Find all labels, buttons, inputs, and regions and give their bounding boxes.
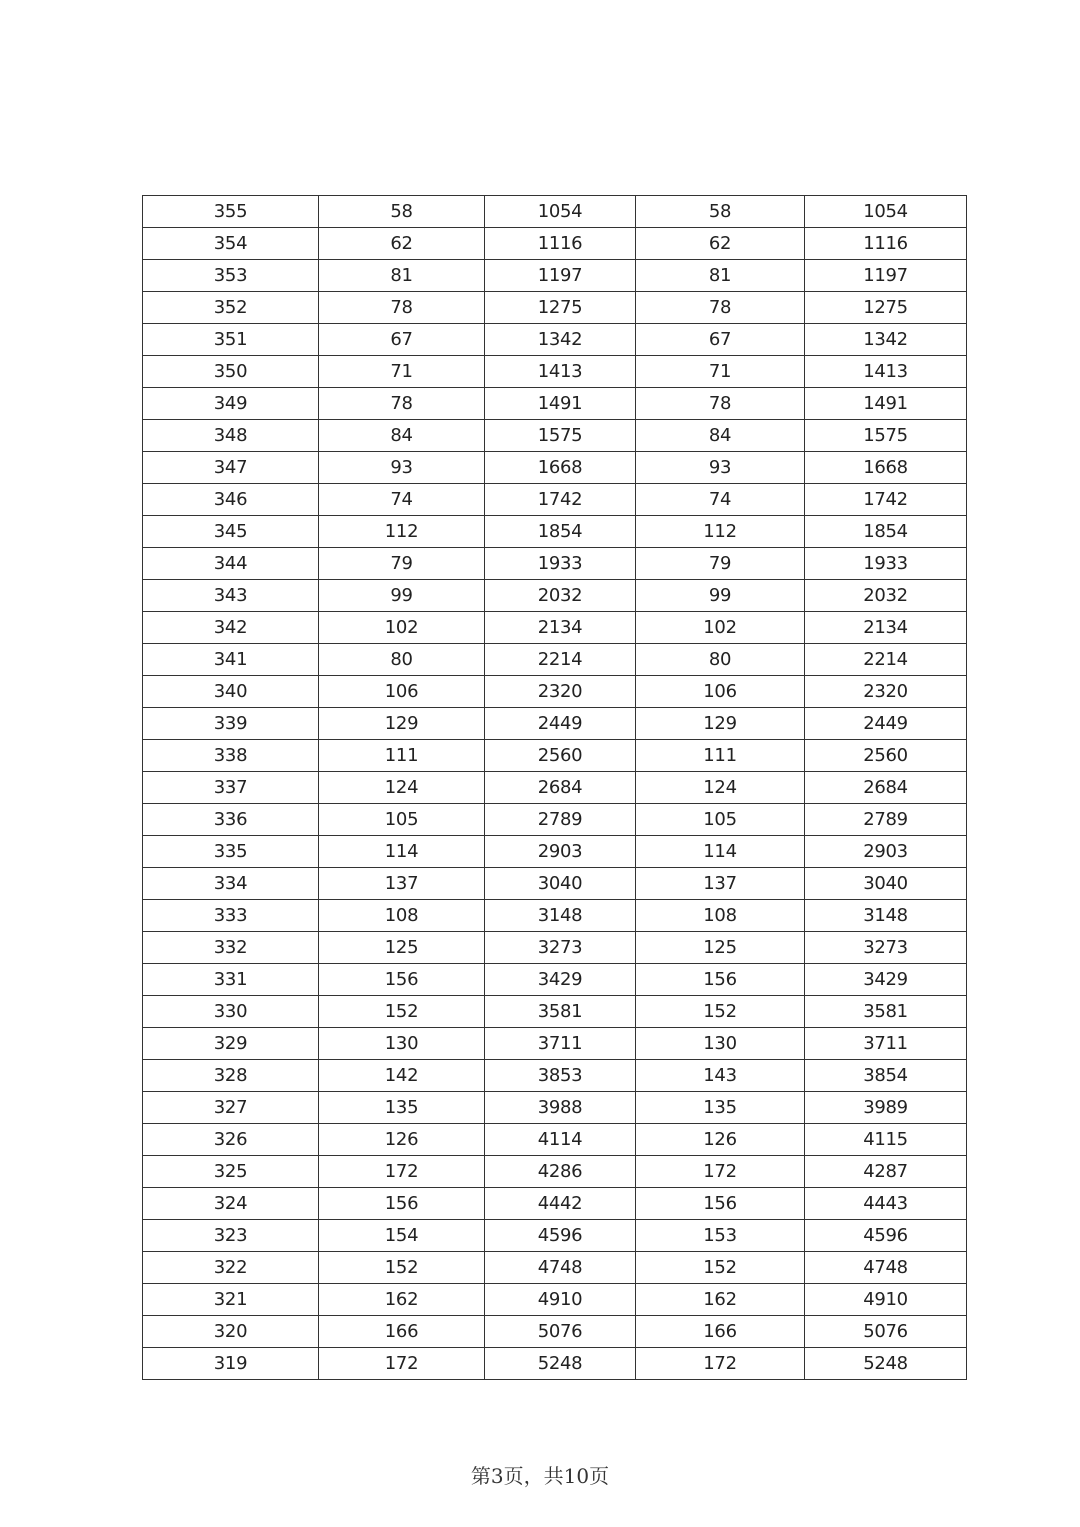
count-cell: 172 — [319, 1156, 485, 1188]
cumulative-cell-2: 2032 — [805, 580, 967, 612]
table-row — [143, 196, 967, 228]
score-cell: 334 — [143, 868, 319, 900]
count-cell-2: 152 — [636, 996, 805, 1028]
cumulative-cell-2: 1054 — [805, 196, 967, 228]
table-row — [143, 452, 967, 484]
cumulative-cell: 2214 — [485, 644, 636, 676]
count-cell-2: 111 — [636, 740, 805, 772]
count-cell: 152 — [319, 996, 485, 1028]
score-cell: 337 — [143, 772, 319, 804]
count-cell-2: 99 — [636, 580, 805, 612]
count-cell-2: 112 — [636, 516, 805, 548]
cumulative-cell-2: 3711 — [805, 1028, 967, 1060]
cumulative-cell-2: 1413 — [805, 356, 967, 388]
count-cell: 137 — [319, 868, 485, 900]
count-cell-2: 106 — [636, 676, 805, 708]
table-row — [143, 260, 967, 292]
table-row — [143, 1284, 967, 1316]
table-row — [143, 1028, 967, 1060]
cumulative-cell-2: 2684 — [805, 772, 967, 804]
count-cell: 93 — [319, 452, 485, 484]
count-cell-2: 162 — [636, 1284, 805, 1316]
count-cell-2: 152 — [636, 1252, 805, 1284]
score-cell: 322 — [143, 1252, 319, 1284]
cumulative-cell-2: 1491 — [805, 388, 967, 420]
count-cell-2: 93 — [636, 452, 805, 484]
count-cell-2: 130 — [636, 1028, 805, 1060]
table-row — [143, 612, 967, 644]
count-cell-2: 102 — [636, 612, 805, 644]
count-cell: 112 — [319, 516, 485, 548]
table-row — [143, 324, 967, 356]
count-cell: 166 — [319, 1316, 485, 1348]
table-row — [143, 484, 967, 516]
score-cell: 326 — [143, 1124, 319, 1156]
count-cell: 58 — [319, 196, 485, 228]
count-cell: 124 — [319, 772, 485, 804]
count-cell-2: 125 — [636, 932, 805, 964]
score-cell: 353 — [143, 260, 319, 292]
cumulative-cell: 1342 — [485, 324, 636, 356]
table-row — [143, 292, 967, 324]
table-row — [143, 1316, 967, 1348]
table-row — [143, 740, 967, 772]
count-cell: 62 — [319, 228, 485, 260]
count-cell-2: 156 — [636, 1188, 805, 1220]
score-cell: 339 — [143, 708, 319, 740]
cumulative-cell-2: 3854 — [805, 1060, 967, 1092]
cumulative-cell-2: 5248 — [805, 1348, 967, 1380]
score-cell: 344 — [143, 548, 319, 580]
cumulative-cell-2: 2320 — [805, 676, 967, 708]
table-row — [143, 868, 967, 900]
table-body — [143, 196, 967, 1380]
count-cell: 126 — [319, 1124, 485, 1156]
table-row — [143, 964, 967, 996]
score-cell: 347 — [143, 452, 319, 484]
cumulative-cell: 1413 — [485, 356, 636, 388]
count-cell: 105 — [319, 804, 485, 836]
cumulative-cell-2: 3429 — [805, 964, 967, 996]
cumulative-cell: 3148 — [485, 900, 636, 932]
cumulative-cell-2: 2134 — [805, 612, 967, 644]
cumulative-cell-2: 1575 — [805, 420, 967, 452]
cumulative-cell: 4114 — [485, 1124, 636, 1156]
cumulative-cell: 2449 — [485, 708, 636, 740]
table-row — [143, 644, 967, 676]
count-cell: 74 — [319, 484, 485, 516]
cumulative-cell: 1742 — [485, 484, 636, 516]
count-cell: 114 — [319, 836, 485, 868]
cumulative-cell: 3988 — [485, 1092, 636, 1124]
count-cell-2: 129 — [636, 708, 805, 740]
score-cell: 335 — [143, 836, 319, 868]
score-cell: 349 — [143, 388, 319, 420]
cumulative-cell: 5248 — [485, 1348, 636, 1380]
cumulative-cell-2: 3040 — [805, 868, 967, 900]
score-cell: 345 — [143, 516, 319, 548]
cumulative-cell: 1116 — [485, 228, 636, 260]
count-cell: 142 — [319, 1060, 485, 1092]
cumulative-cell: 1491 — [485, 388, 636, 420]
cumulative-cell: 2684 — [485, 772, 636, 804]
table-row — [143, 708, 967, 740]
count-cell: 156 — [319, 964, 485, 996]
cumulative-cell-2: 4287 — [805, 1156, 967, 1188]
cumulative-cell: 3429 — [485, 964, 636, 996]
score-cell: 341 — [143, 644, 319, 676]
cumulative-cell: 1854 — [485, 516, 636, 548]
count-cell-2: 78 — [636, 292, 805, 324]
cumulative-cell-2: 4115 — [805, 1124, 967, 1156]
score-cell: 342 — [143, 612, 319, 644]
cumulative-cell: 3581 — [485, 996, 636, 1028]
cumulative-cell: 5076 — [485, 1316, 636, 1348]
count-cell-2: 81 — [636, 260, 805, 292]
cumulative-cell: 3711 — [485, 1028, 636, 1060]
table-row — [143, 420, 967, 452]
count-cell: 129 — [319, 708, 485, 740]
cumulative-cell: 2320 — [485, 676, 636, 708]
table-row — [143, 1060, 967, 1092]
score-cell: 355 — [143, 196, 319, 228]
count-cell: 130 — [319, 1028, 485, 1060]
count-cell-2: 172 — [636, 1156, 805, 1188]
cumulative-cell: 2789 — [485, 804, 636, 836]
score-cell: 351 — [143, 324, 319, 356]
score-cell: 323 — [143, 1220, 319, 1252]
table-row — [143, 548, 967, 580]
count-cell-2: 105 — [636, 804, 805, 836]
table-row — [143, 580, 967, 612]
table-row — [143, 1220, 967, 1252]
cumulative-cell: 1575 — [485, 420, 636, 452]
cumulative-cell-2: 4910 — [805, 1284, 967, 1316]
count-cell-2: 79 — [636, 548, 805, 580]
score-cell: 325 — [143, 1156, 319, 1188]
count-cell: 154 — [319, 1220, 485, 1252]
table-row — [143, 996, 967, 1028]
table-row — [143, 516, 967, 548]
cumulative-cell-2: 1197 — [805, 260, 967, 292]
score-cell: 324 — [143, 1188, 319, 1220]
count-cell-2: 108 — [636, 900, 805, 932]
cumulative-cell: 4748 — [485, 1252, 636, 1284]
score-cell: 346 — [143, 484, 319, 516]
score-cell: 320 — [143, 1316, 319, 1348]
score-cell: 348 — [143, 420, 319, 452]
count-cell: 162 — [319, 1284, 485, 1316]
cumulative-cell-2: 3273 — [805, 932, 967, 964]
count-cell-2: 126 — [636, 1124, 805, 1156]
table-row — [143, 1092, 967, 1124]
count-cell: 84 — [319, 420, 485, 452]
cumulative-cell-2: 2560 — [805, 740, 967, 772]
count-cell-2: 62 — [636, 228, 805, 260]
cumulative-cell: 4596 — [485, 1220, 636, 1252]
cumulative-cell-2: 3581 — [805, 996, 967, 1028]
score-cell: 352 — [143, 292, 319, 324]
count-cell-2: 156 — [636, 964, 805, 996]
cumulative-cell: 2560 — [485, 740, 636, 772]
count-cell-2: 124 — [636, 772, 805, 804]
table-row — [143, 772, 967, 804]
cumulative-cell: 2032 — [485, 580, 636, 612]
table-row — [143, 388, 967, 420]
table-row — [143, 1188, 967, 1220]
table-row — [143, 228, 967, 260]
cumulative-cell-2: 3989 — [805, 1092, 967, 1124]
cumulative-cell-2: 4443 — [805, 1188, 967, 1220]
score-cell: 332 — [143, 932, 319, 964]
score-cell: 350 — [143, 356, 319, 388]
score-cell: 329 — [143, 1028, 319, 1060]
cumulative-cell-2: 1742 — [805, 484, 967, 516]
score-cell: 343 — [143, 580, 319, 612]
score-cell: 340 — [143, 676, 319, 708]
cumulative-cell-2: 3148 — [805, 900, 967, 932]
count-cell-2: 71 — [636, 356, 805, 388]
cumulative-cell: 1197 — [485, 260, 636, 292]
page-number: 第3页，共10页 — [470, 1464, 610, 1488]
cumulative-cell: 4910 — [485, 1284, 636, 1316]
cumulative-cell: 2903 — [485, 836, 636, 868]
score-cell: 328 — [143, 1060, 319, 1092]
score-distribution-table — [142, 195, 967, 1380]
count-cell: 135 — [319, 1092, 485, 1124]
cumulative-cell-2: 2214 — [805, 644, 967, 676]
cumulative-cell: 2134 — [485, 612, 636, 644]
count-cell-2: 166 — [636, 1316, 805, 1348]
count-cell: 99 — [319, 580, 485, 612]
count-cell: 172 — [319, 1348, 485, 1380]
count-cell: 81 — [319, 260, 485, 292]
table-row — [143, 1252, 967, 1284]
cumulative-cell-2: 2789 — [805, 804, 967, 836]
score-cell: 338 — [143, 740, 319, 772]
cumulative-cell-2: 1342 — [805, 324, 967, 356]
count-cell-2: 78 — [636, 388, 805, 420]
cumulative-cell-2: 4748 — [805, 1252, 967, 1284]
cumulative-cell: 4442 — [485, 1188, 636, 1220]
count-cell-2: 67 — [636, 324, 805, 356]
table-row — [143, 836, 967, 868]
count-cell: 152 — [319, 1252, 485, 1284]
cumulative-cell-2: 1116 — [805, 228, 967, 260]
score-cell: 330 — [143, 996, 319, 1028]
table-row — [143, 1124, 967, 1156]
count-cell-2: 84 — [636, 420, 805, 452]
count-cell: 71 — [319, 356, 485, 388]
cumulative-cell-2: 1854 — [805, 516, 967, 548]
count-cell-2: 74 — [636, 484, 805, 516]
table-row — [143, 804, 967, 836]
count-cell-2: 172 — [636, 1348, 805, 1380]
cumulative-cell-2: 1668 — [805, 452, 967, 484]
count-cell: 80 — [319, 644, 485, 676]
cumulative-cell-2: 2903 — [805, 836, 967, 868]
count-cell-2: 143 — [636, 1060, 805, 1092]
count-cell-2: 80 — [636, 644, 805, 676]
cumulative-cell-2: 5076 — [805, 1316, 967, 1348]
table-row — [143, 900, 967, 932]
table-row — [143, 676, 967, 708]
cumulative-cell: 1933 — [485, 548, 636, 580]
count-cell-2: 114 — [636, 836, 805, 868]
cumulative-cell: 1275 — [485, 292, 636, 324]
score-cell: 321 — [143, 1284, 319, 1316]
count-cell-2: 135 — [636, 1092, 805, 1124]
table-row — [143, 356, 967, 388]
count-cell-2: 153 — [636, 1220, 805, 1252]
count-cell: 156 — [319, 1188, 485, 1220]
cumulative-cell: 4286 — [485, 1156, 636, 1188]
count-cell-2: 137 — [636, 868, 805, 900]
count-cell: 67 — [319, 324, 485, 356]
count-cell: 125 — [319, 932, 485, 964]
score-cell: 331 — [143, 964, 319, 996]
score-cell: 336 — [143, 804, 319, 836]
table-row — [143, 1156, 967, 1188]
cumulative-cell-2: 1933 — [805, 548, 967, 580]
cumulative-cell: 1054 — [485, 196, 636, 228]
score-cell: 354 — [143, 228, 319, 260]
cumulative-cell: 1668 — [485, 452, 636, 484]
count-cell: 78 — [319, 388, 485, 420]
cumulative-cell-2: 4596 — [805, 1220, 967, 1252]
table-row — [143, 1348, 967, 1380]
count-cell: 106 — [319, 676, 485, 708]
count-cell: 111 — [319, 740, 485, 772]
cumulative-cell-2: 1275 — [805, 292, 967, 324]
score-cell: 327 — [143, 1092, 319, 1124]
cumulative-cell: 3040 — [485, 868, 636, 900]
count-cell-2: 58 — [636, 196, 805, 228]
count-cell: 108 — [319, 900, 485, 932]
cumulative-cell: 3273 — [485, 932, 636, 964]
cumulative-cell: 3853 — [485, 1060, 636, 1092]
cumulative-cell-2: 2449 — [805, 708, 967, 740]
count-cell: 102 — [319, 612, 485, 644]
score-cell: 319 — [143, 1348, 319, 1380]
score-cell: 333 — [143, 900, 319, 932]
count-cell: 78 — [319, 292, 485, 324]
count-cell: 79 — [319, 548, 485, 580]
table-row — [143, 932, 967, 964]
